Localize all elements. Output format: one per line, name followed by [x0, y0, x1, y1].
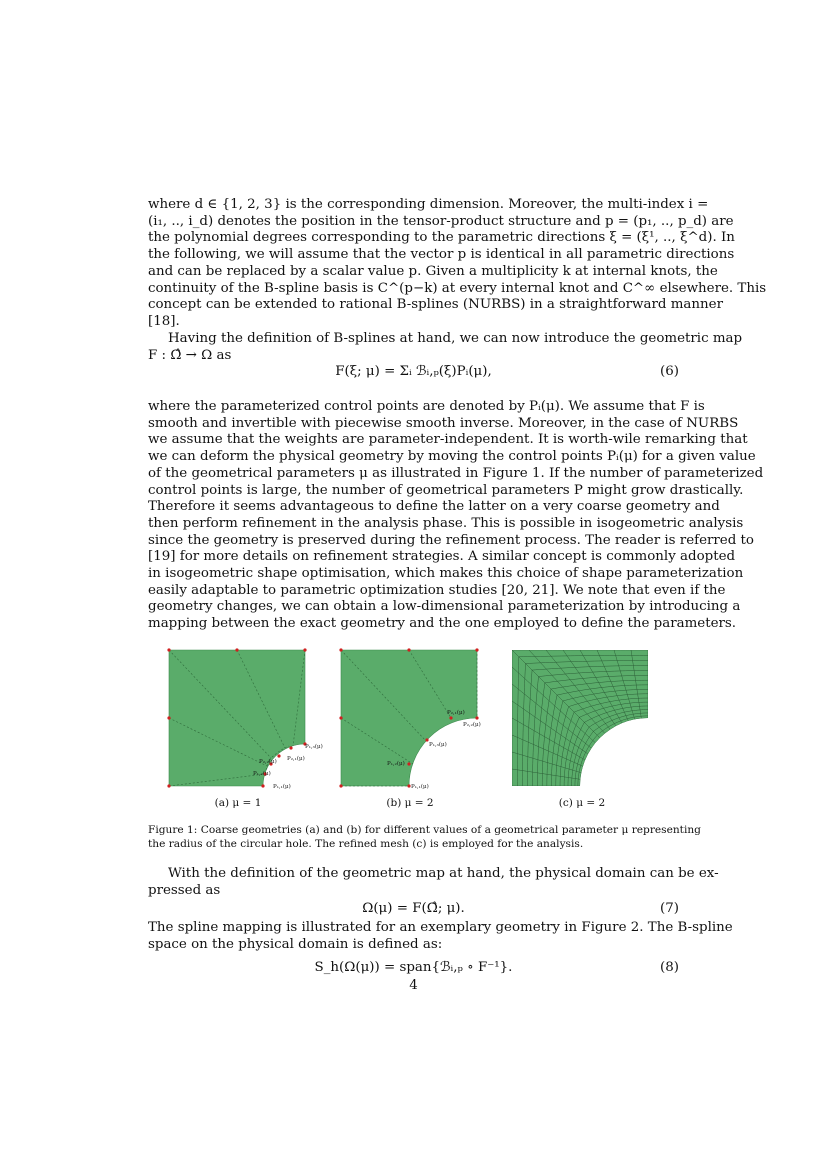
caption-line: the radius of the circular hole. The refined mesh (c) is employed for the analysis. — [148, 838, 584, 850]
equation-number: (6) — [660, 364, 679, 379]
text-line: pressed as — [148, 882, 221, 898]
text-line: continuity of the B-spline basis is C^(p−k) at every internal knot and C^∞ elsewhere. This — [148, 280, 767, 296]
text-line: we assume that the weights are parameter-independent. It is worth-wile remarking that — [148, 432, 748, 448]
text-line: of the geometrical parameters μ as illustrated in Figure 1. If the number of parameterized — [148, 465, 764, 481]
caption-line: Figure 1: Coarse geometries (a) and (b) for different values of a geometrical parameter μ representing — [148, 824, 701, 836]
text-line: we can deform the physical geometry by moving the control points Pᵢ(μ) for a given value — [148, 449, 756, 465]
control-point-label: P₁,₂(μ) — [253, 771, 271, 777]
text-line: the polynomial degrees corresponding to the parametric directions ξ = (ξ¹, .., ξ^d). In — [148, 230, 735, 246]
paragraph-physical-domain — [148, 866, 719, 899]
paragraph-control-points — [148, 399, 764, 633]
control-point-label: P₁,₁(μ) — [411, 784, 429, 790]
text-line: where d ∈ {1, 2, 3} is the corresponding dimension. Moreover, the multi-index i = — [148, 197, 709, 212]
control-point-label: P₂,₂(μ) — [463, 722, 481, 728]
text-line: where the parameterized control points are denoted by Pᵢ(μ). We assume that F is — [148, 399, 705, 414]
figure-a-coarse-geometry — [167, 648, 323, 790]
equation-number: (7) — [660, 901, 679, 916]
text-line: the following, we will assume that the vector p is identical in all parametric directions — [148, 247, 735, 263]
control-point-label: P₁,₃(μ) — [429, 742, 447, 748]
text-line: With the definition of the geometric map at hand, the physical domain can be ex- — [168, 866, 719, 881]
control-point-label: P₁,₁(μ) — [273, 784, 291, 790]
equation-body: S_h(Ω(μ)) = span{ℬᵢ,ₚ ∘ F⁻¹}. — [314, 960, 513, 975]
text-line: Having the definition of B-splines at hand, we can now introduce the geometric map — [168, 331, 743, 346]
text-line: control points is large, the number of geometrical parameters P might grow drastically. — [148, 482, 744, 498]
equation-6 — [148, 364, 679, 386]
text-line: then perform refinement in the analysis phase. This is possible in isogeometric analysis — [148, 515, 744, 531]
paragraph-spline-space — [148, 920, 733, 953]
text-line: in isogeometric shape optimisation, which makes this choice of shape parameterization — [148, 566, 744, 582]
equation-body: Ω(μ) = F(Ω̂; μ). — [362, 901, 465, 916]
control-point-label: P₁,₂(μ) — [387, 761, 405, 767]
text-line: concept can be extended to rational B-splines (NURBS) in a straightforward manner — [148, 297, 723, 313]
figure-b-coarse-geometry — [339, 648, 481, 790]
paragraph-geometric-map — [148, 331, 743, 364]
text-line: Therefore it seems advantageous to define the latter on a very coarse geometry and — [148, 499, 720, 515]
figure-c-refined-mesh — [510, 648, 652, 790]
text-line: (i₁, .., i_d) denotes the position in the tensor-product structure and p = (p₁, .., p_d) are — [148, 213, 734, 229]
text-line: since the geometry is preserved during the refinement process. The reader is referred to — [148, 532, 754, 548]
text-line: geometry changes, we can obtain a low-dimensional parameterization by introducing a — [148, 599, 741, 615]
control-point-label: P₂,₂(μ) — [259, 759, 277, 765]
text-line: [18]. — [148, 313, 180, 329]
text-line: and can be replaced by a scalar value p. Given a multiplicity k at internal knots, the — [148, 263, 718, 279]
subcaption-c: (c) μ = 2 — [558, 797, 606, 809]
figure-caption — [148, 823, 701, 851]
control-point-label: P₂,₁(μ) — [447, 710, 465, 716]
equation-body: F(ξ; μ) = Σᵢ ℬᵢ,ₚ(ξ)Pᵢ(μ), — [335, 364, 492, 379]
subcaption-b: (b) μ = 2 — [386, 797, 434, 809]
text-line: The spline mapping is illustrated for an exemplary geometry in Figure 2. The B-spline — [148, 920, 733, 935]
control-point-label: P₂,₁(μ) — [287, 756, 305, 762]
text-line: F : Ω̂ → Ω as — [148, 347, 232, 363]
text-line: smooth and invertible with piecewise smooth inverse. Moreover, in the case of NURBS — [148, 415, 739, 431]
text-line: mapping between the exact geometry and the one employed to define the parameters. — [148, 616, 737, 632]
text-line: easily adaptable to parametric optimization studies [20, 21]. We note that even if the — [148, 582, 726, 598]
paragraph-bspline-definition — [148, 197, 767, 331]
subcaption-a: (a) μ = 1 — [214, 797, 262, 809]
control-point-label: P₁,₃(μ) — [305, 744, 323, 750]
text-line: space on the physical domain is defined as: — [148, 936, 443, 952]
page-number: 4 — [409, 978, 418, 993]
equation-number: (8) — [660, 960, 679, 975]
text-line: [19] for more details on refinement strategies. A similar concept is commonly adopted — [148, 549, 736, 565]
